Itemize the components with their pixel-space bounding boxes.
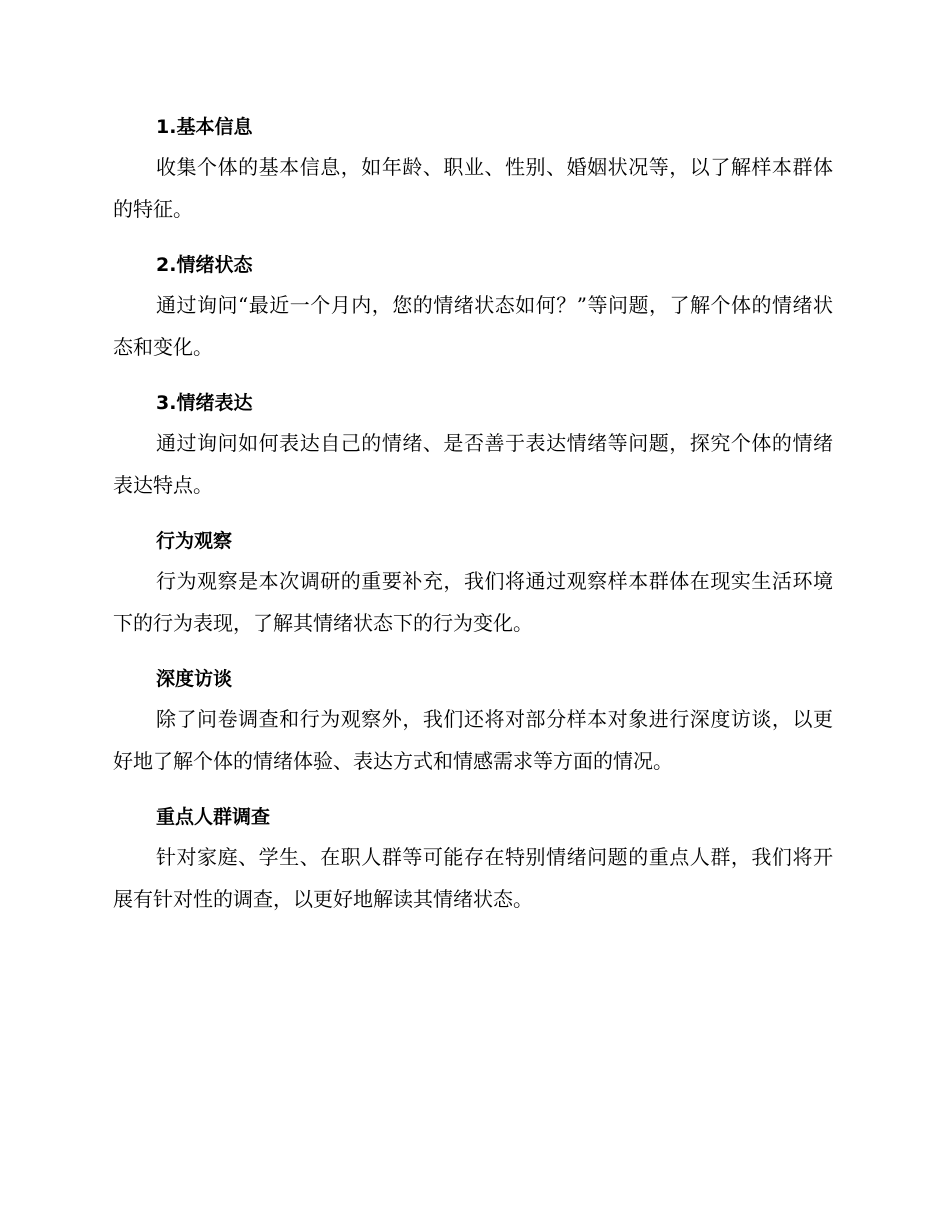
section-paragraph: 行为观察是本次调研的重要补充，我们将通过观察样本群体在现实生活环境下的行为表现，了解其情绪状态下的行为变化。 [113, 569, 833, 635]
section-heading: 深度访谈 [156, 668, 233, 690]
section-paragraph: 除了问卷调查和行为观察外，我们还将对部分样本对象进行深度访谈，以更好地了解个体的情绪体验、表达方式和情感需求等方面的情况。 [113, 707, 833, 773]
section-emotional-state [113, 246, 833, 368]
section-paragraph: 通过询问如何表达自己的情绪、是否善于表达情绪等问题，探究个体的情绪表达特点。 [113, 431, 833, 497]
section-behavior-observation [113, 522, 833, 644]
section-heading: 2.情绪状态 [156, 254, 253, 276]
document-content [113, 108, 833, 936]
section-basic-info [113, 108, 833, 230]
section-heading: 1.基本信息 [156, 116, 253, 138]
section-heading: 行为观察 [156, 530, 233, 552]
section-paragraph: 收集个体的基本信息，如年龄、职业、性别、婚姻状况等，以了解样本群体的特征。 [113, 155, 833, 221]
section-heading: 3.情绪表达 [156, 392, 253, 414]
section-paragraph: 通过询问“最近一个月内，您的情绪状态如何？”等问题，了解个体的情绪状态和变化。 [113, 293, 833, 359]
section-paragraph: 针对家庭、学生、在职人群等可能存在特别情绪问题的重点人群，我们将开展有针对性的调查，以更好地解读其情绪状态。 [113, 845, 833, 911]
section-heading: 重点人群调查 [156, 806, 271, 828]
section-in-depth-interview [113, 660, 833, 782]
section-key-groups-survey [113, 798, 833, 920]
section-emotional-expression [113, 384, 833, 506]
